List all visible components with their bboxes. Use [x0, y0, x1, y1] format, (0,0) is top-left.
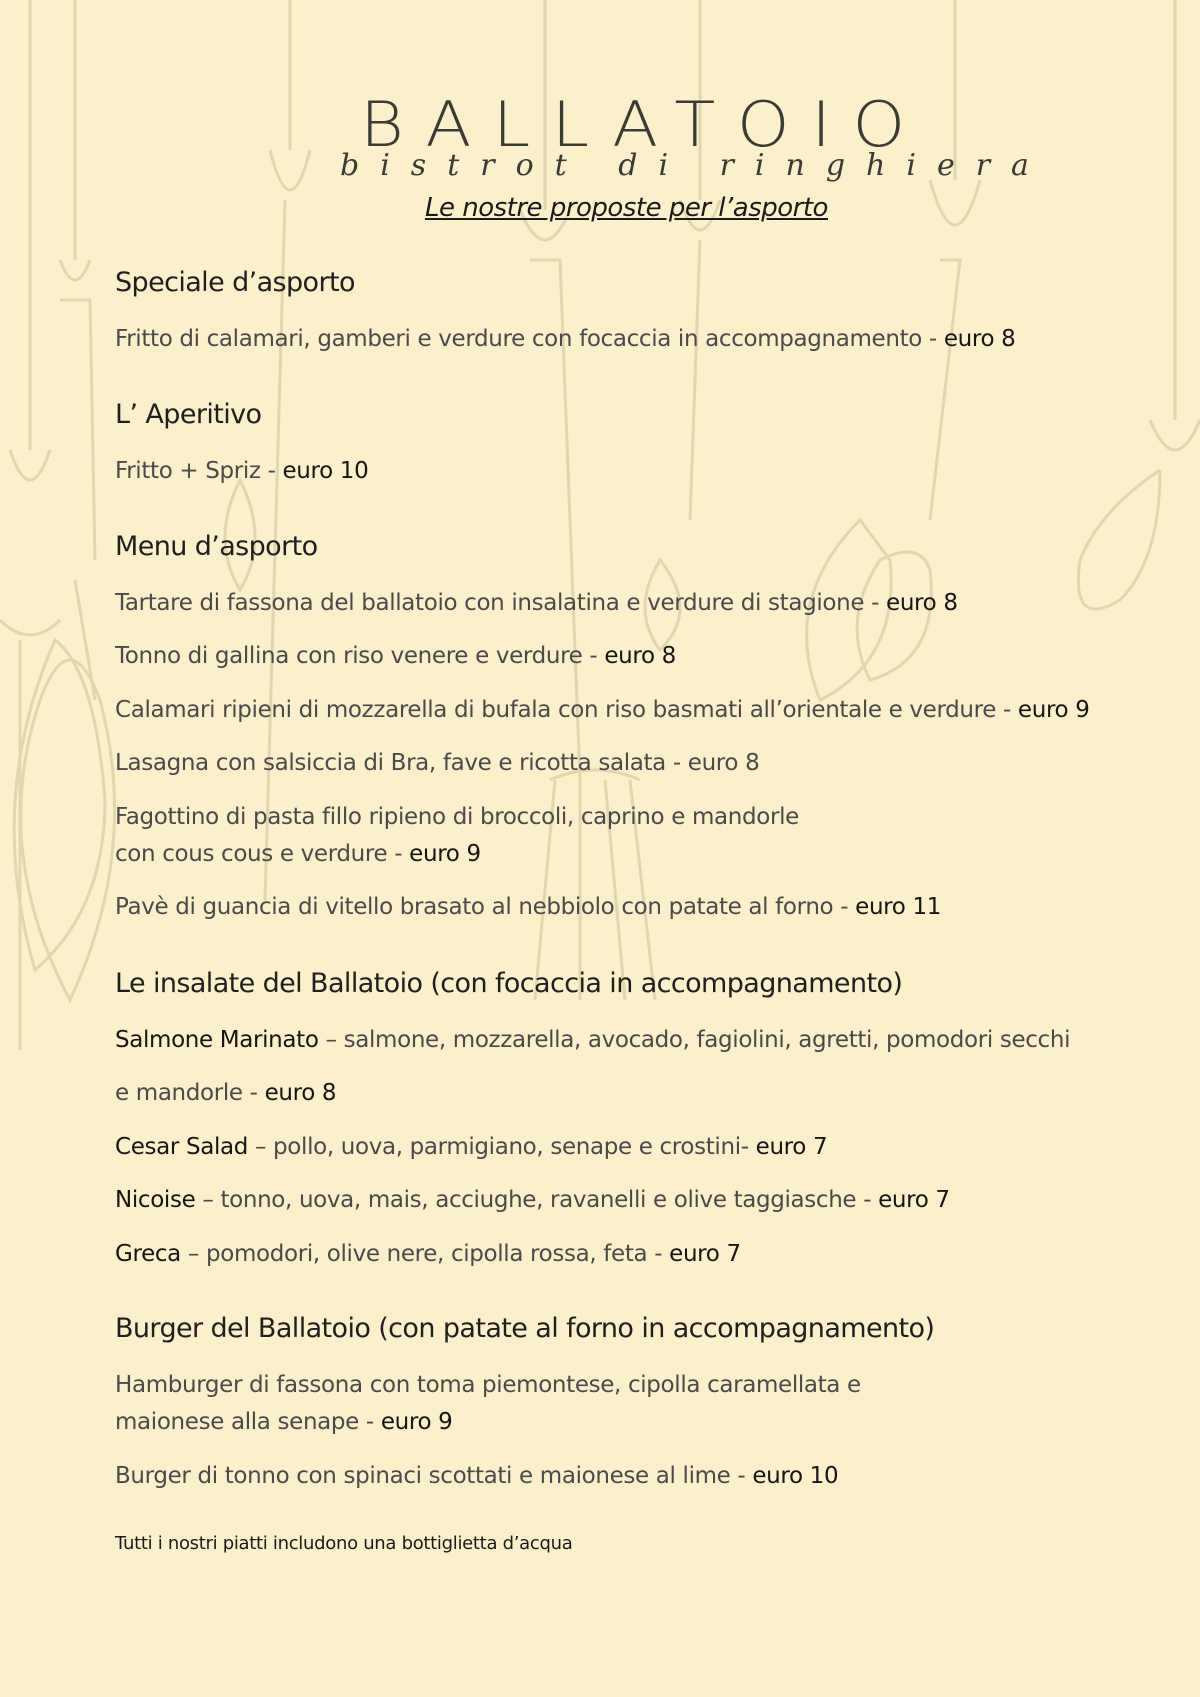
item-description: Tonno di gallina con riso venere e verdure - — [115, 643, 605, 669]
item-name: Cesar Salad — [115, 1134, 248, 1160]
menu-item — [115, 1187, 950, 1213]
item-price: euro 9 — [1017, 697, 1090, 723]
item-name: Greca — [115, 1241, 181, 1267]
section-title: Burger del Ballatoio (con patate al forno in accompagnamento) — [115, 1313, 935, 1344]
item-name: Nicoise — [115, 1187, 196, 1213]
menu-item — [115, 804, 799, 830]
item-price: euro 8 — [604, 643, 676, 669]
item-price: euro 7 — [878, 1187, 950, 1213]
item-description: – salmone, mozzarella, avocado, fagiolini, agretti, pomodori secchi — [318, 1027, 1071, 1053]
section-title: Le insalate del Ballatoio (con focaccia in accompagnamento) — [115, 968, 903, 999]
menu-item — [115, 590, 958, 616]
menu-item — [115, 1463, 838, 1489]
item-description: Pavè di guancia di vitello brasato al nebbiolo con patate al forno - — [115, 894, 856, 920]
item-description: Hamburger di fassona con toma piemontese, cipolla caramellata e — [115, 1372, 861, 1398]
menu-item — [115, 1241, 741, 1267]
menu-item-continuation — [115, 1409, 452, 1435]
item-description: Fritto + Spriz - — [115, 458, 283, 484]
menu-item — [115, 750, 759, 776]
item-description: Fagottino di pasta fillo ripieno di broccoli, caprino e mandorle — [115, 804, 799, 830]
footnote: Tutti i nostri piatti includono una bottiglietta d’acqua — [115, 1533, 573, 1554]
menu-item-continuation — [115, 1080, 336, 1106]
item-price: euro 8 — [943, 326, 1016, 352]
logo-wordmark: BALLATOIO — [360, 88, 927, 161]
item-price: euro 9 — [380, 1409, 453, 1435]
item-price: euro 11 — [855, 894, 942, 920]
menu-item — [115, 1027, 1070, 1053]
item-description: maionese alla senape - — [115, 1409, 381, 1435]
item-description: Calamari ripieni di mozzarella di bufala con riso basmati all’orientale e verdure - — [115, 697, 1018, 723]
item-description: – pollo, uova, parmigiano, senape e crostini- — [247, 1134, 756, 1160]
menu-item — [115, 326, 1015, 352]
menu-item-continuation — [115, 841, 481, 867]
item-description: con cous cous e verdure - — [115, 841, 410, 867]
item-description: Lasagna con salsiccia di Bra, fave e ricotta salata - euro 8 — [115, 750, 760, 776]
menu-item — [115, 458, 368, 484]
item-description: Fritto di calamari, gamberi e verdure con focaccia in accompagnamento - — [115, 326, 944, 352]
spoon-illustration — [1078, 0, 1200, 609]
item-price: euro 8 — [264, 1080, 337, 1106]
section-title: Speciale d’asporto — [115, 267, 355, 298]
menu-item — [115, 643, 676, 669]
section-title: Menu d’asporto — [115, 531, 318, 562]
item-price: euro 10 — [752, 1463, 839, 1489]
page-title: Le nostre proposte per l’asporto — [425, 193, 828, 223]
menu-item — [115, 894, 941, 920]
item-price: euro 7 — [669, 1241, 741, 1267]
item-price: euro 10 — [282, 458, 369, 484]
item-description: e mandorle - — [115, 1080, 265, 1106]
menu-item — [115, 1134, 827, 1160]
item-price: euro 9 — [409, 841, 481, 867]
item-description: – pomodori, olive nere, cipolla rossa, feta - — [180, 1241, 670, 1267]
item-description: Tartare di fassona del ballatoio con insalatina e verdure di stagione - — [115, 590, 887, 616]
menu-item — [115, 1372, 861, 1398]
menu-item — [115, 697, 1090, 723]
section-title: L’ Aperitivo — [115, 399, 262, 430]
item-price: euro 8 — [886, 590, 958, 616]
item-price: euro 7 — [755, 1134, 828, 1160]
item-description: Burger di tonno con spinaci scottati e maionese al lime - — [115, 1463, 753, 1489]
logo-tagline: bistrot di ringhiera — [340, 148, 1050, 183]
item-name: Salmone Marinato — [115, 1027, 319, 1053]
item-description: – tonno, uova, mais, acciughe, ravanelli e olive taggiasche - — [195, 1187, 879, 1213]
